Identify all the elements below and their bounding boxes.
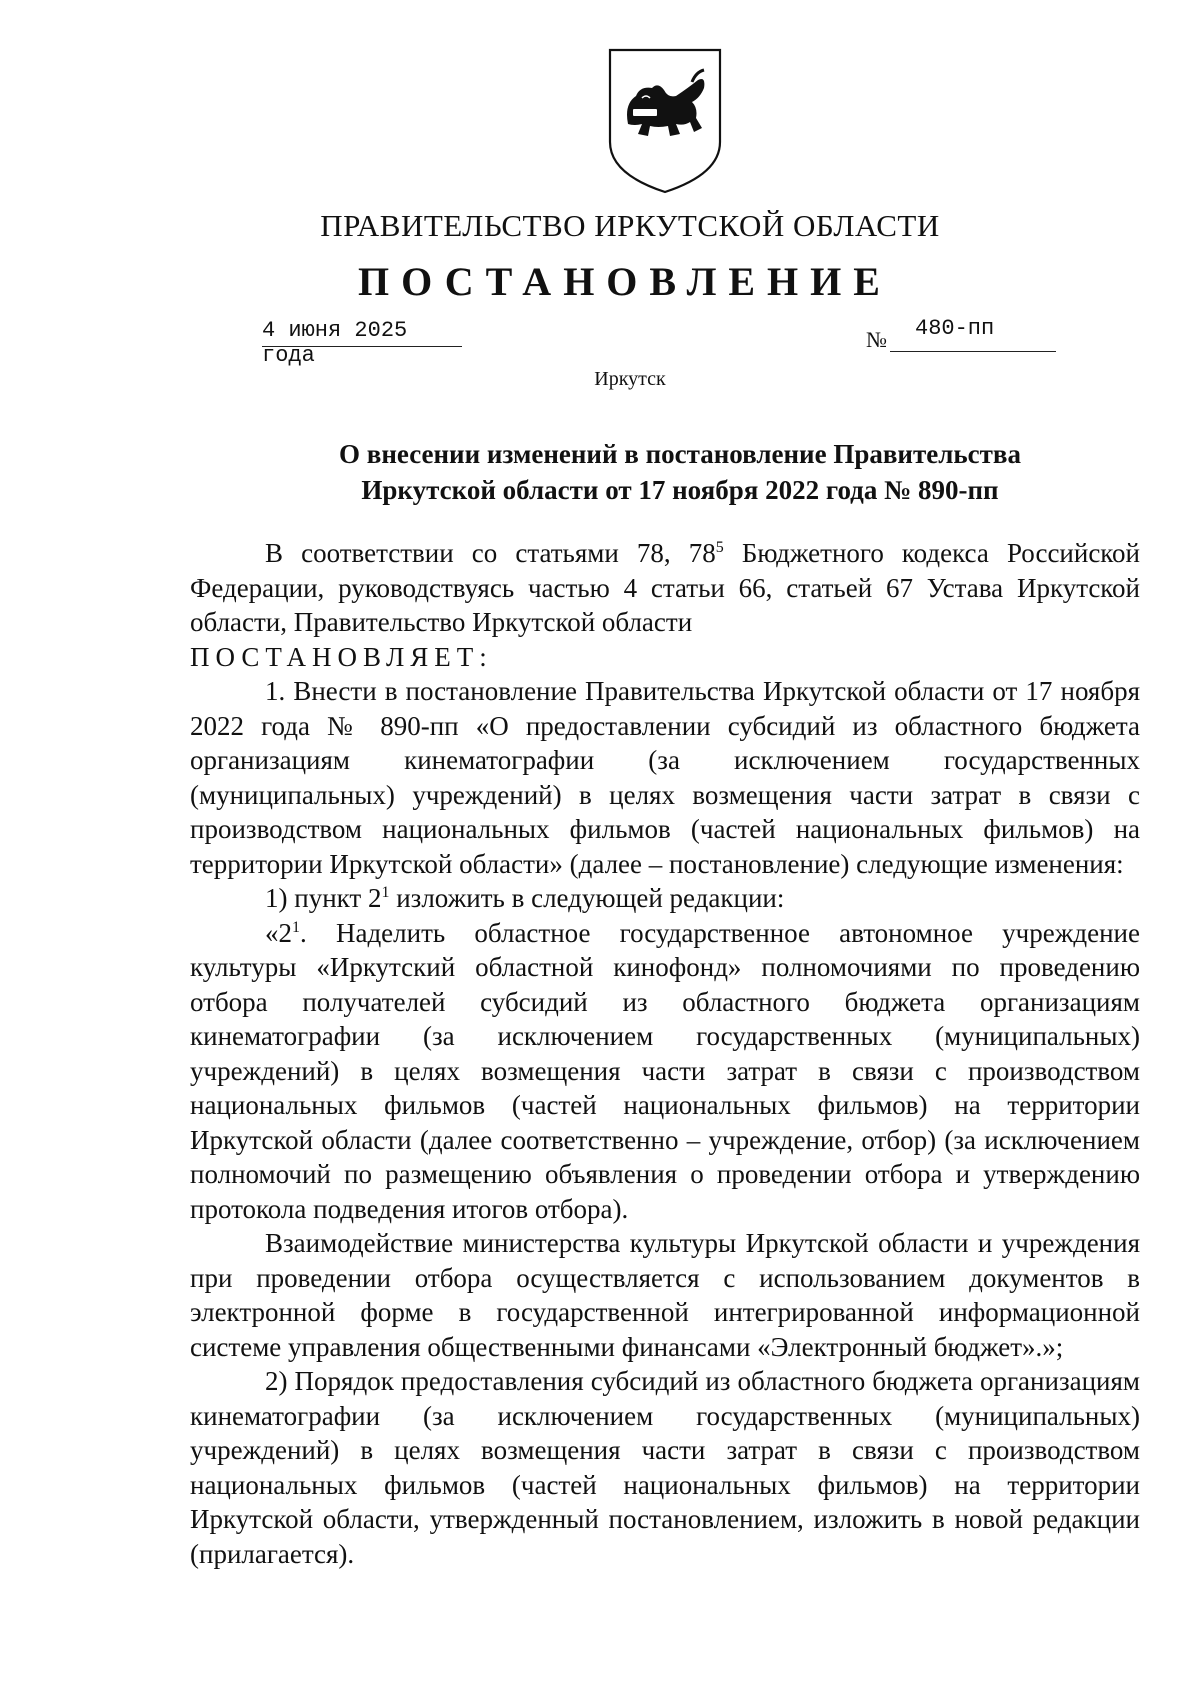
document-type-heading: ПОСТАНОВЛЕНИЕ: [358, 259, 892, 304]
subitem-1-text: 1) пункт 2: [265, 883, 382, 913]
document-city: Иркутск: [594, 368, 666, 390]
preamble-superscript: 5: [715, 539, 724, 556]
resolves-heading: ПОСТАНОВЛЯЕТ:: [190, 641, 493, 672]
subitem-1-superscript: 1: [381, 884, 390, 901]
document-date: 4 июня 2025 года: [262, 318, 408, 368]
interaction-paragraph: Взаимодействие министерства культуры Иркутской области и учреждения при проведении отбора осуществляется с использованием документов в электронной форме в государственной интегрированной информационной системе управления общественными финансами «Электронный бюджет».»;: [190, 1228, 1140, 1362]
title-line-2: Иркутской области от 17 ноября 2022 года № 890-пп: [361, 475, 999, 505]
date-underline: [262, 346, 462, 347]
number-underline: [890, 351, 1056, 352]
document-title: [240, 436, 1120, 508]
government-name: ПРАВИТЕЛЬСТВО ИРКУТСКОЙ ОБЛАСТИ: [320, 208, 940, 243]
subitem-1-paragraph: [190, 881, 1140, 916]
quoted-clause-paragraph: [190, 916, 1140, 1227]
irkutsk-coat-of-arms-babr-icon: [606, 46, 724, 196]
quoted-clause-text-cont: . Наделить областное государственное автономное учреждение культуры «Иркутский областной кинофонд» полномочиями по проведению отбора получателей субсидий из областного бюджета организациям кинематографии (за исключением государственных (муниципальных) учреждений) в целях возмещения части затрат в связи с производством национальных фильмов (частей национальных фильмов) на территории Иркутской области (далее соответственно – учреждение, отбор) (за исключением полномочий по размещению объявления о проведении отбора и утверждению протокола подведения итогов отбора).: [190, 917, 1140, 1224]
subitem-2-paragraph: 2) Порядок предоставления субсидий из областного бюджета организациям кинематографии (за исключением государственных (муниципальных) учреждений) в целях возмещения части затрат в связи с производством национальных фильмов (частей национальных фильмов) на территории Иркутской области, утвержденный постановлением, изложить в новой редакции (прилагается).: [190, 1366, 1140, 1569]
quoted-clause-text: «2: [265, 917, 292, 948]
preamble-text: В соответствии со статьями 78, 78: [265, 538, 716, 568]
preamble-paragraph: [190, 536, 1140, 640]
number-label: №: [866, 327, 887, 352]
document-body: [190, 536, 1140, 1571]
quoted-clause-superscript: 1: [292, 918, 300, 936]
subitem-1-text-cont: изложить в следующей редакции:: [389, 883, 785, 913]
item-1-paragraph: 1. Внести в постановление Правительства Иркутской области от 17 ноября 2022 года № 890-пп «О предоставлении субсидий из областного бюджета организациям кинематографии (за исключением государственных (муниципальных) учреждений) в целях возмещения части затрат в связи с производством национальных фильмов (частей национальных фильмов) на территории Иркутской области» (далее – постановление) следующие изменения:: [190, 676, 1140, 879]
title-line-1: О внесении изменений в постановление Правительства: [339, 439, 1021, 469]
preamble-text-cont: Бюджетного кодекса Российской Федерации, руководствуясь частью 4 статьи 66, статьей 67 Устава Иркутской области, Правительство Иркутской области: [190, 538, 1140, 637]
document-number: 480-пп: [915, 316, 995, 341]
